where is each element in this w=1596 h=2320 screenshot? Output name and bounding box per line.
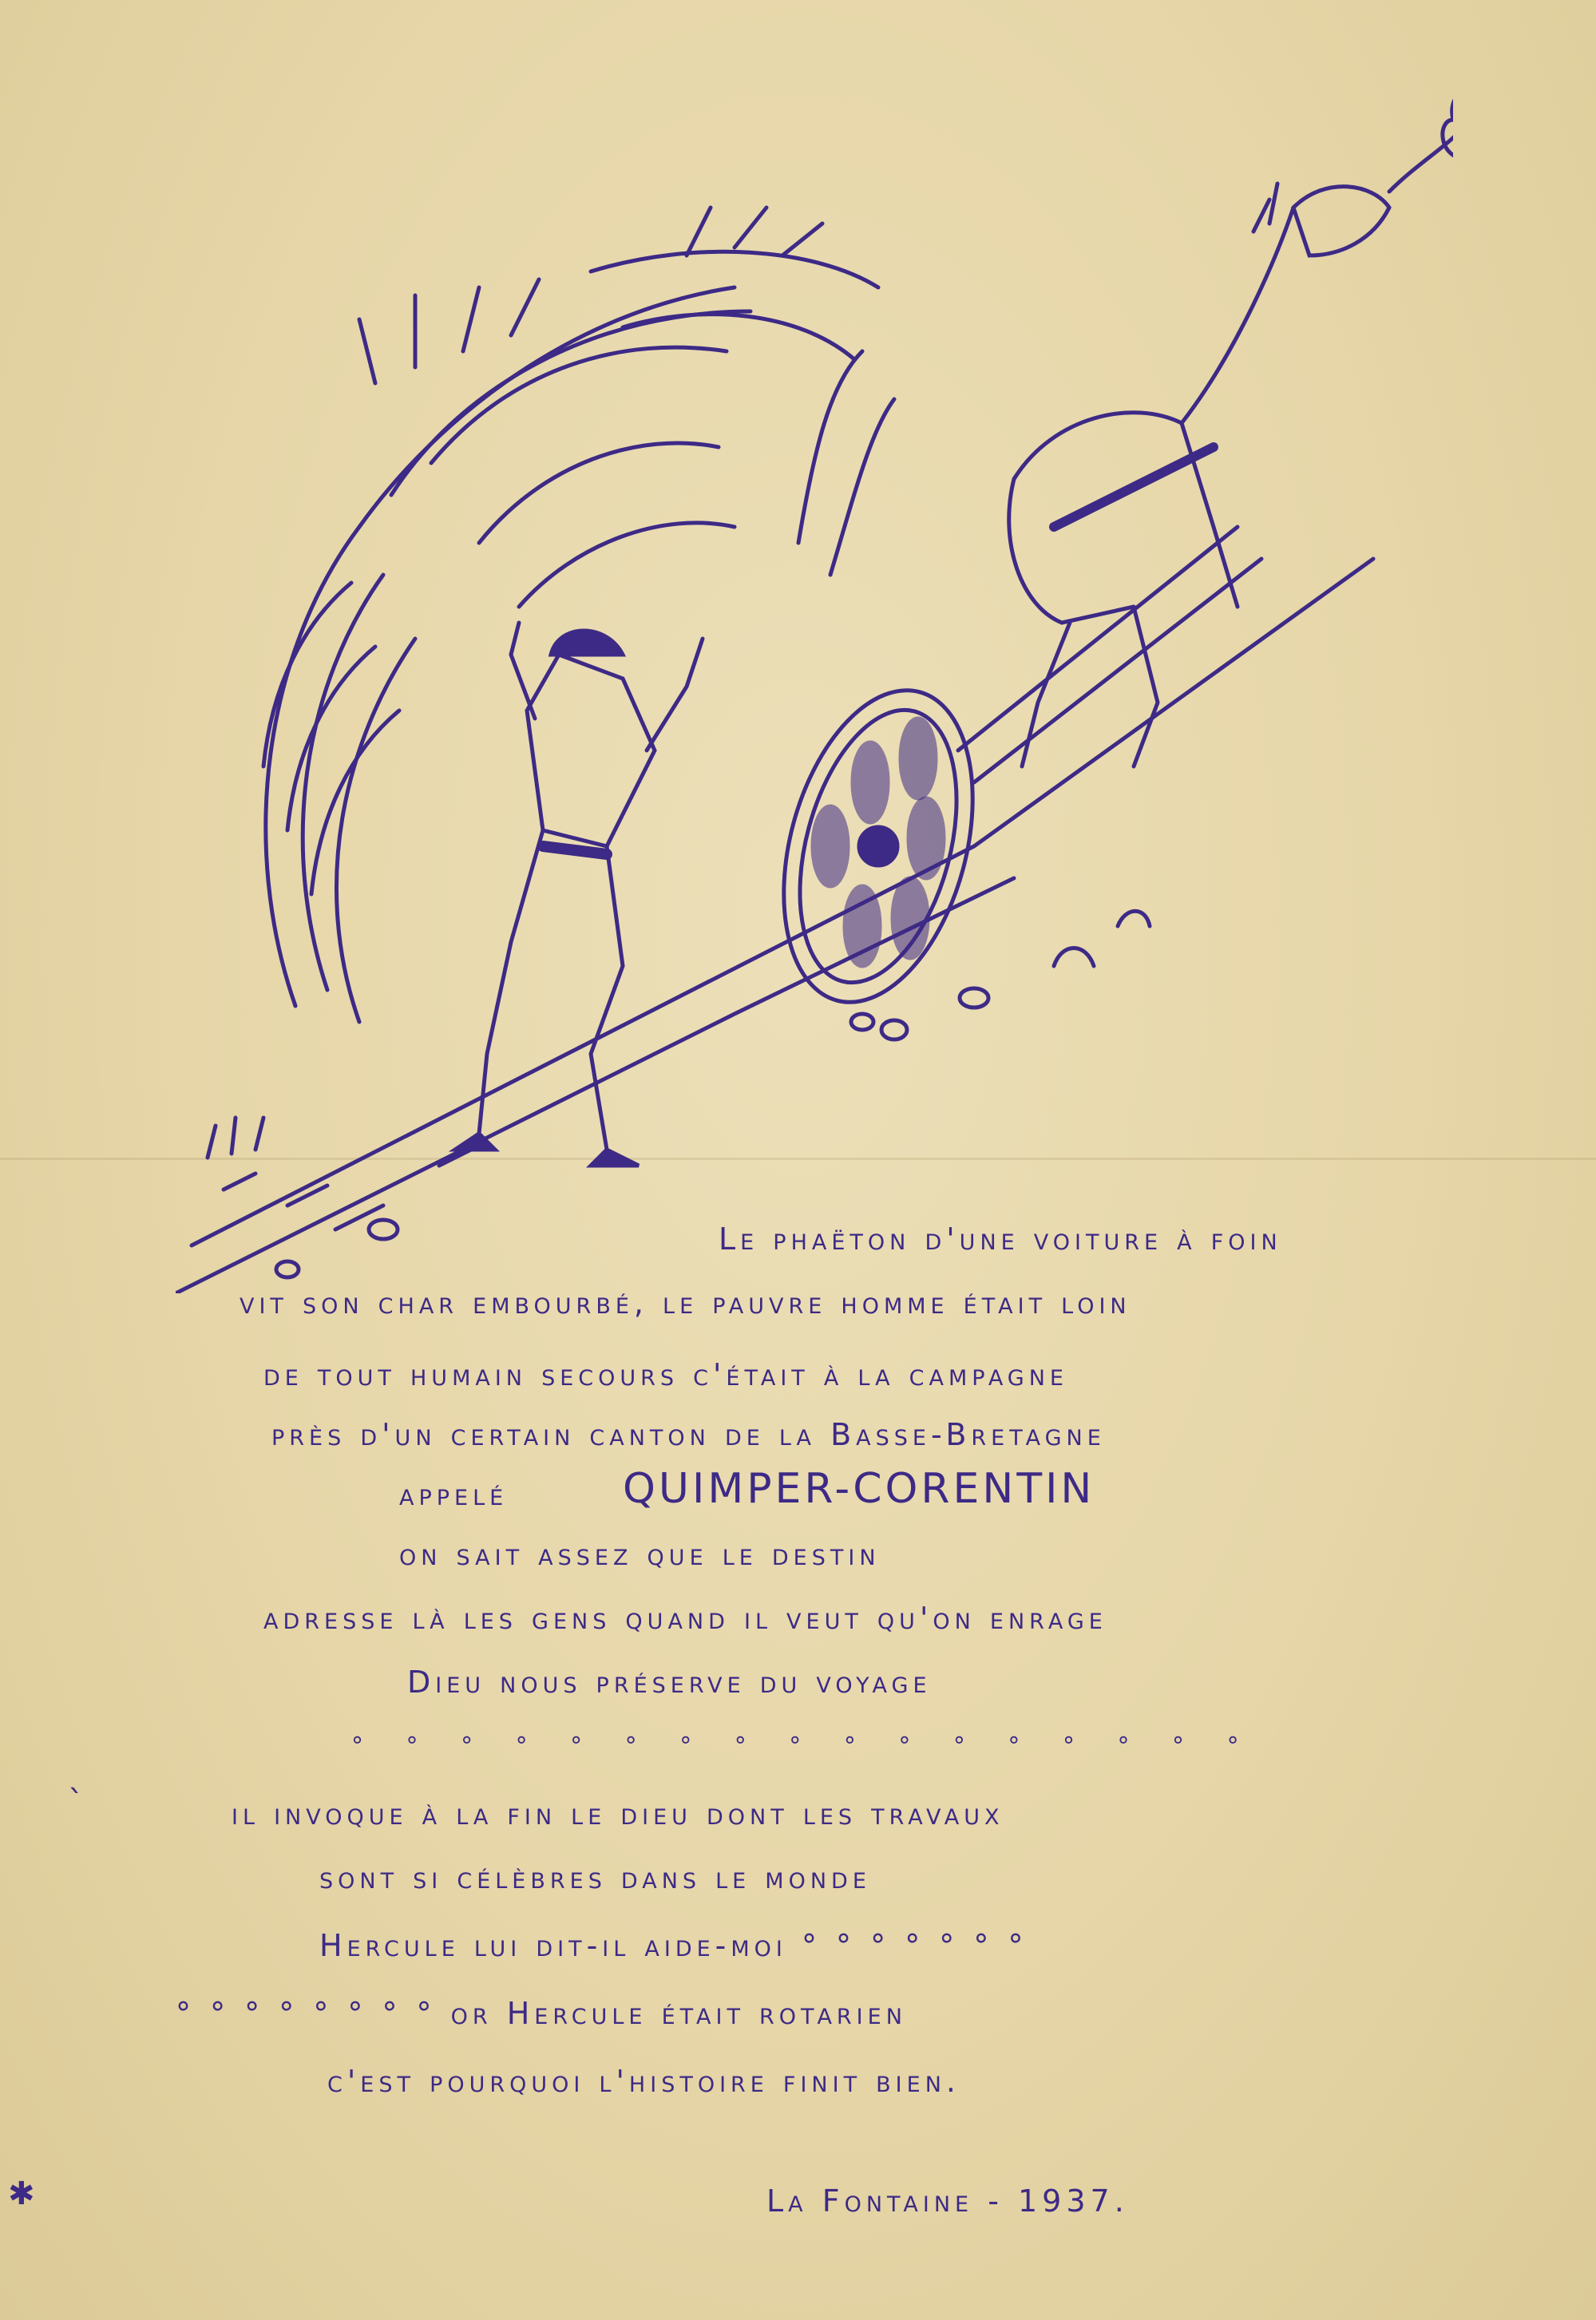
poem-line-5: appelé <box>399 1477 509 1512</box>
poem-ellipsis-row: ° ° ° ° ° ° ° ° ° ° ° ° ° ° ° ° ° <box>351 1732 1257 1760</box>
poem-line-3: de tout humain secours c'était à la campagne <box>263 1357 1068 1392</box>
poem-line-1: Le phaëton d'une voiture à foin <box>719 1221 1282 1257</box>
signature: La Fontaine - 1937. <box>766 2183 1129 2219</box>
poem-line-7: adresse là les gens quand il veut qu'on enrage <box>263 1601 1107 1636</box>
ink-stamp-mark: ✱ <box>8 2175 35 2212</box>
poem-line-11: Hercule lui dit-il aide-moi ° ° ° ° ° ° ° <box>319 1928 1028 1963</box>
poem-line-12: ° ° ° ° ° ° ° ° or Hercule était rotarien <box>176 1996 907 2031</box>
poem-line-8: Dieu nous préserve du voyage <box>407 1665 932 1700</box>
poem-line-2: vit son char embourbé, le pauvre homme était loin <box>240 1285 1131 1320</box>
poem-line-13: c'est pourquoi l'histoire finit bien. <box>327 2064 960 2099</box>
poem-line-4: près d'un certain canton de la Basse-Bretagne <box>271 1417 1106 1452</box>
poem-line-6: on sait assez que le destin <box>399 1537 881 1572</box>
poem-line-9: il invoque à la fin le dieu dont les travaux <box>232 1796 1004 1831</box>
poem-line-place: QUIMPER-CORENTIN <box>623 1465 1095 1513</box>
poem-line-10: sont si célèbres dans le monde <box>319 1860 871 1895</box>
stray-ink-mark: ˋ <box>68 1784 84 1821</box>
